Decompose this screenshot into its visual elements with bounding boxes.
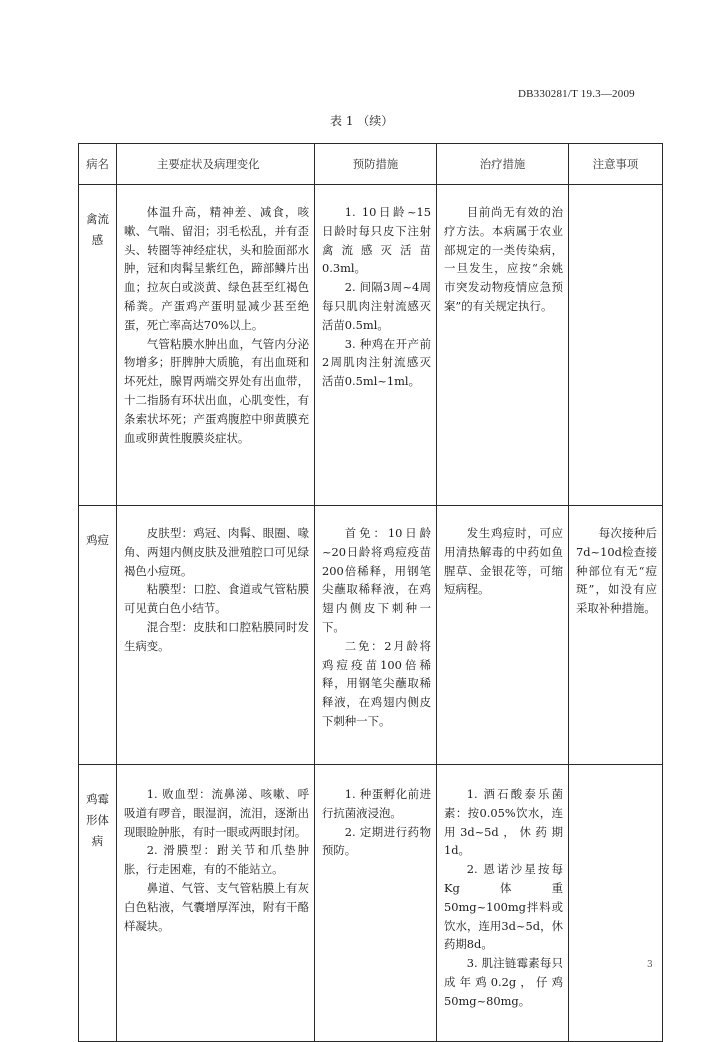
treatment-cell (437, 185, 569, 506)
symptom-paragraph: 皮肤型：鸡冠、肉髯、眼圈、喙角、两翅内侧皮肤及泄殖腔口可见绿褐色小痘斑。 (124, 526, 309, 578)
prevention-paragraph: 1. 10日龄~15日龄时每只皮下注射禽流感灭活苗0.3ml。 (322, 205, 431, 276)
prevention-paragraph: 1. 种蛋孵化前进行抗菌液浸泡。 (322, 787, 431, 820)
disease-name: 鸡痘 (86, 533, 109, 547)
treatment-paragraph: 目前尚无有效的治疗方法。本病属于农业部规定的一类传染病，一旦发生，应按“余姚市突发动物疫情应急预案”的有关规定执行。 (444, 205, 563, 313)
symptoms-cell (117, 765, 315, 1042)
treatment-paragraph: 3. 肌注链霉素每只成年鸡0.2g，仔鸡50mg~80mg。 (444, 956, 563, 1008)
notes-cell (569, 506, 663, 765)
symptoms-cell (117, 506, 315, 765)
disease-name: 禽流感 (86, 212, 109, 247)
column-header-treatment: 治疗措施 (437, 144, 569, 185)
symptom-paragraph: 鼻道、气管、支气管粘膜上有灰白色粘液，气囊增厚浑浊，附有干酪样凝块。 (124, 880, 309, 933)
table-row (79, 506, 663, 765)
prevention-cell (315, 506, 437, 765)
disease-table (78, 143, 663, 1042)
treatment-cell (437, 506, 569, 765)
table-row (79, 765, 663, 1042)
treatment-paragraph: 2. 恩诺沙星按每Kg体重50mg~100mg拌料或饮水，连用3d~5d，休药期8d。 (444, 862, 563, 952)
table-row (79, 185, 663, 506)
symptoms-cell (117, 185, 315, 506)
symptom-paragraph: 体温升高，精神差、减食，咳嗽、气喘、留泪；羽毛松乱，并有歪头、转圈等神经症状，头和脸面部水肿，冠和肉髯呈紫红色，蹄部鳞片出血；拉灰白或淡黄、绿色甚至红褐色稀粪。产蛋鸡产蛋明显减少甚至绝蛋，死亡率高达70%以上。 (124, 205, 309, 332)
notes-cell (569, 765, 663, 1042)
prevention-paragraph: 2. 定期进行药物预防。 (322, 824, 431, 858)
notes-paragraph: 每次接种后7d~10d检查接种部位有无“痘斑”，如没有应采取补种措施。 (576, 526, 657, 616)
symptom-paragraph: 1. 败血型：流鼻涕、咳嗽、呼吸道有啰音，眼湿润，流泪，逐渐出现眼睑肿胀，有时一眼或两眼封闭。 (124, 787, 309, 839)
prevention-paragraph: 2. 间隔3周~4周每只肌肉注射流感灭活苗0.5ml。 (322, 280, 431, 332)
notes-cell (569, 185, 663, 506)
symptom-paragraph: 气管粘膜水肿出血，气管内分泌物增多；肝脾肿大质脆，有出血斑和坏死灶，腺胃两端交界处有出血带，十二指肠有环状出血，心肌变性，有条索状坏死；产蛋鸡腹腔中卵黄膜充血或卵黄性腹膜炎症状。 (124, 336, 309, 445)
symptom-paragraph: 2. 滑膜型：跗关节和爪垫肿胀，行走困难，有的不能站立。 (124, 843, 309, 877)
disease-name-cell (79, 765, 117, 1042)
treatment-paragraph: 1. 酒石酸泰乐菌素：按0.05%饮水，连用3d~5d，休药期1d。 (444, 787, 563, 858)
prevention-cell (315, 765, 437, 1042)
column-header-prevention: 预防措施 (315, 144, 437, 185)
column-header-name: 病名 (79, 144, 117, 185)
treatment-cell (437, 765, 569, 1042)
treatment-paragraph: 发生鸡痘时，可应用清热解毒的中药如鱼腥草、金银花等，可缩短病程。 (444, 526, 563, 597)
disease-name: 鸡霉形体病 (86, 792, 109, 848)
disease-name-cell (79, 185, 117, 506)
page-number: 3 (647, 960, 653, 970)
disease-name-cell (79, 506, 117, 765)
table-title: 表 1 （续） (330, 114, 394, 128)
prevention-paragraph: 首免：10日龄~20日龄将鸡痘疫苗200倍稀释，用钢笔尖蘸取稀释液，在鸡翅内侧皮下刺种一下。 (322, 526, 431, 634)
table-header-row (79, 144, 663, 185)
symptom-paragraph: 混合型：皮肤和口腔粘膜同时发生病变。 (124, 619, 309, 653)
prevention-paragraph: 二免：2月龄将鸡痘疫苗100倍稀释，用钢笔尖蘸取稀释液，在鸡翅内侧皮下刺种一下。 (322, 638, 431, 728)
column-header-notes: 注意事项 (569, 144, 663, 185)
prevention-paragraph: 3. 种鸡在开产前2周肌肉注射流感灭活苗0.5ml~1ml。 (322, 336, 431, 389)
symptom-paragraph: 粘膜型：口腔、食道或气管粘膜可见黄白色小结节。 (124, 582, 309, 616)
prevention-cell (315, 185, 437, 506)
document-code: DB330281/T 19.3—2009 (518, 88, 635, 100)
column-header-symptoms: 主要症状及病理变化 (117, 144, 315, 185)
